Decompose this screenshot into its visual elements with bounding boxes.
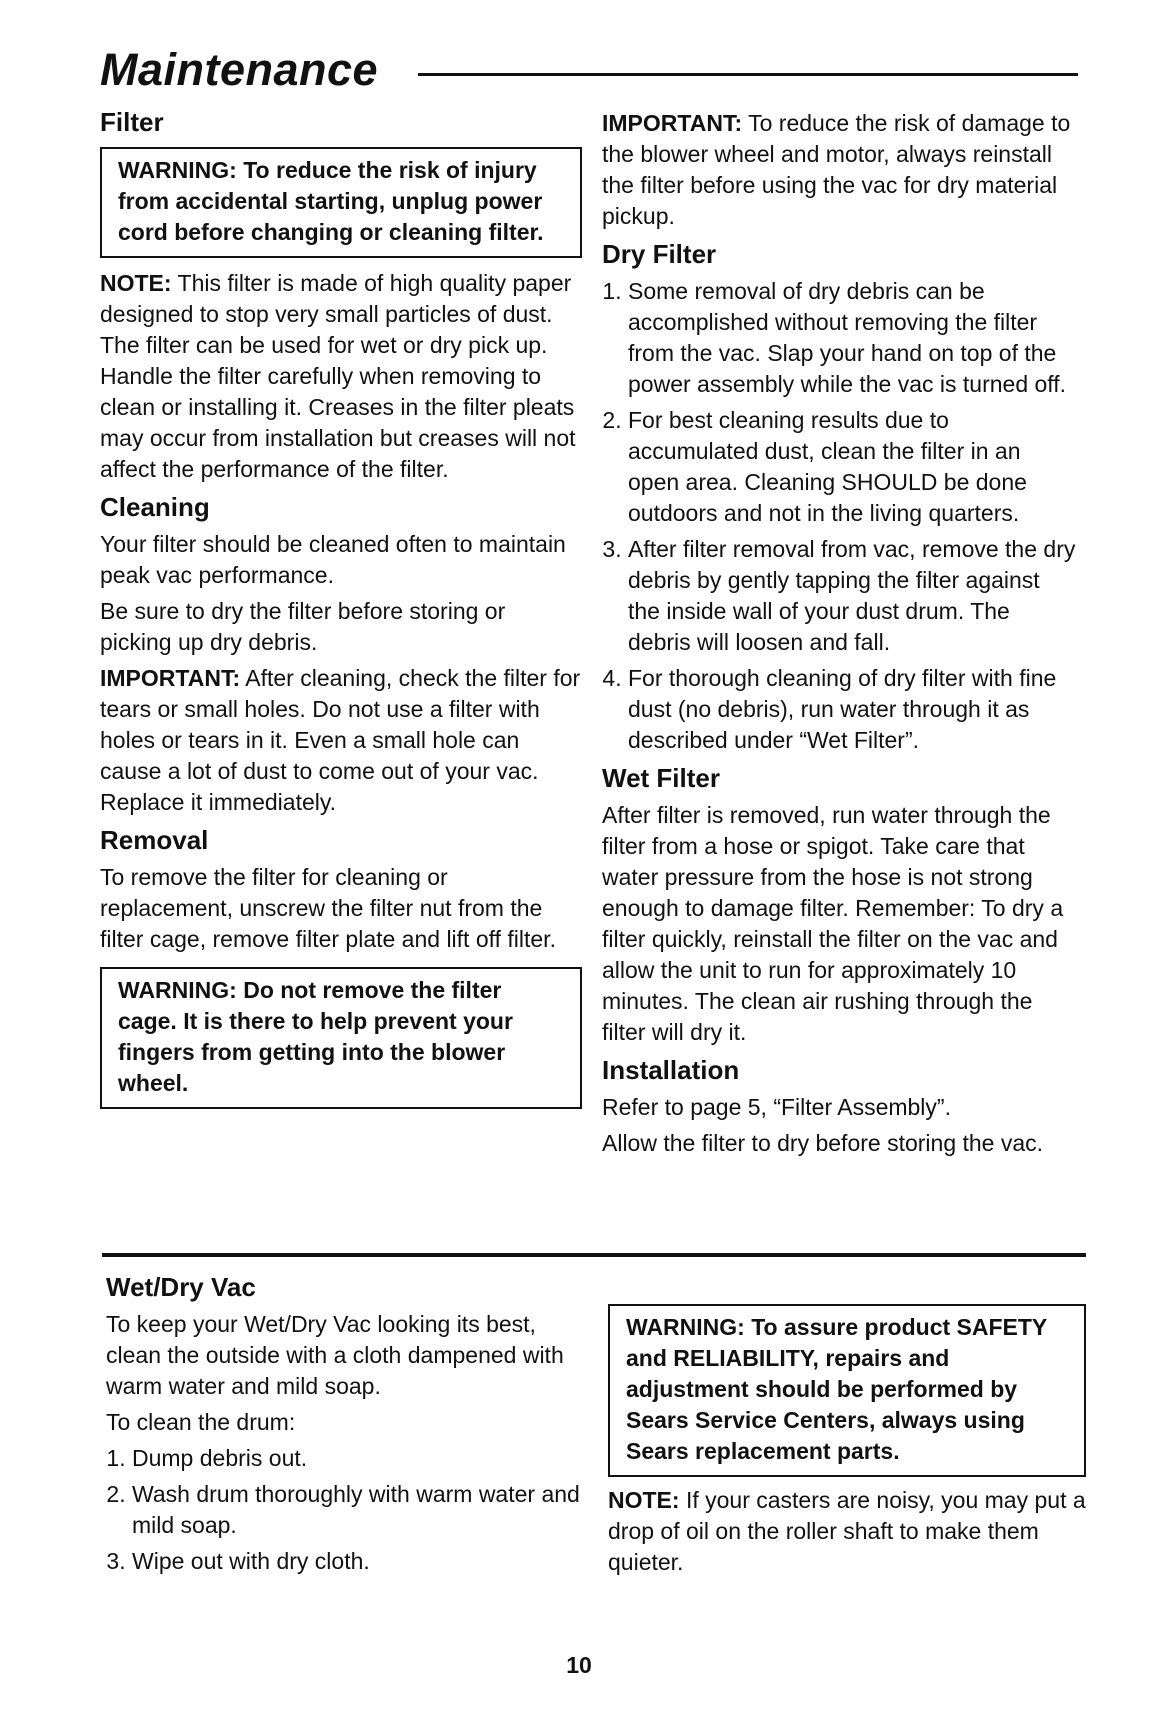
- wet-filter-text: After filter is removed, run water through the filter from a hose or spigot. Take care that water pressure from the hose is not strong enough to damage filter. Remember: To dry a filter quickly, reinstall the filter on the vac and allow the unit to run for approximately 10 minutes. The clean air rushing through the filter will dry it.: [602, 802, 1064, 1045]
- important-right: [602, 108, 1078, 232]
- right-column: [602, 108, 1078, 1164]
- filter-heading: Filter: [100, 107, 164, 137]
- filter-warning-text: WARNING: To reduce the risk of injury from accidental starting, unplug power cord before changing or cleaning filter.: [118, 157, 544, 245]
- installation-p2: Allow the filter to dry before storing the vac.: [602, 1130, 1044, 1156]
- cleaning-important-text: After cleaning, check the filter for tears or small holes. Do not use a filter with holes or tears in it. Even a small hole can cause a lot of dust to come out of your vac. Replace it immediately.: [100, 665, 581, 815]
- filter-note-text: This filter is made of high quality paper designed to stop very small particles of dust. The filter can be used for wet or dry pick up. Handle the filter carefully when removing to clean or installing it. Creases in the filter pleats may occur from installation but creases will not affect the performance of the filter.: [100, 270, 576, 482]
- wetdry-step: 3. Wipe out with dry cloth.: [132, 1546, 586, 1577]
- service-warning-box: [608, 1304, 1086, 1477]
- removal-warning-text: WARNING: Do not remove the filter cage. It is there to help prevent your fingers from getting into the blower wheel.: [118, 977, 513, 1096]
- wetdry-p2: To clean the drum:: [106, 1409, 296, 1435]
- important-right-label: IMPORTANT:: [602, 110, 743, 136]
- title-rule: [418, 73, 1078, 76]
- wetdry-step: 2. Wash drum thoroughly with warm water and mild soap.: [132, 1479, 586, 1541]
- wetdry-steps: [106, 1443, 586, 1577]
- installation-heading: Installation: [602, 1055, 740, 1085]
- dry-filter-step: 1. Some removal of dry debris can be accomplished without removing the filter from the vac. Slap your hand on top of the power assembly while the vac is turned off.: [628, 276, 1078, 400]
- cleaning-important-label: IMPORTANT:: [100, 665, 241, 691]
- wetdry-p1: To keep your Wet/Dry Vac looking its best, clean the outside with a cloth dampened with warm water and mild soap.: [106, 1311, 564, 1399]
- removal-warning-box: [100, 967, 582, 1109]
- dry-filter-step: 3. After filter removal from vac, remove the dry debris by gently tapping the filter against the inside wall of your dust drum. The debris will loosen and fall.: [628, 534, 1078, 658]
- wetdry-heading: Wet/Dry Vac: [106, 1272, 256, 1302]
- section-divider: [102, 1253, 1086, 1257]
- service-column: [608, 1304, 1086, 1583]
- filter-warning-box: [100, 147, 582, 258]
- cleaning-important: [100, 663, 582, 818]
- left-column: [100, 105, 582, 1109]
- wetdry-column: [106, 1270, 586, 1582]
- filter-note: [100, 268, 582, 485]
- important-right-text: To reduce the risk of damage to the blower wheel and motor, always reinstall the filter before using the vac for dry material pickup.: [602, 110, 1071, 229]
- wet-filter-heading: Wet Filter: [602, 763, 720, 793]
- service-warning-text: WARNING: To assure product SAFETY and RELIABILITY, repairs and adjustment should be performed by Sears Service Centers, always using Sears replacement parts.: [626, 1314, 1047, 1464]
- cleaning-p1: Your filter should be cleaned often to maintain peak vac performance.: [100, 531, 566, 588]
- cleaning-heading: Cleaning: [100, 492, 210, 522]
- page-number: 10: [566, 1652, 592, 1678]
- cleaning-p2: Be sure to dry the filter before storing or picking up dry debris.: [100, 598, 506, 655]
- dry-filter-list: [602, 276, 1078, 756]
- installation-p1: Refer to page 5, “Filter Assembly”.: [602, 1094, 951, 1120]
- wetdry-step: 1. Dump debris out.: [132, 1443, 586, 1474]
- service-note-label: NOTE:: [608, 1487, 680, 1513]
- dry-filter-step: 4. For thorough cleaning of dry filter with fine dust (no debris), run water through it as described under “Wet Filter”.: [628, 663, 1078, 756]
- page-title: Maintenance: [100, 44, 379, 95]
- filter-note-label: NOTE:: [100, 270, 172, 296]
- removal-heading: Removal: [100, 825, 209, 855]
- removal-text: To remove the filter for cleaning or replacement, unscrew the filter nut from the filter cage, remove filter plate and lift off filter.: [100, 864, 556, 952]
- service-note-text: If your casters are noisy, you may put a drop of oil on the roller shaft to make them quieter.: [608, 1487, 1086, 1575]
- dry-filter-heading: Dry Filter: [602, 239, 717, 269]
- dry-filter-step: 2. For best cleaning results due to accumulated dust, clean the filter in an open area. Cleaning SHOULD be done outdoors and not in the living quarters.: [628, 405, 1078, 529]
- service-note: [608, 1485, 1086, 1578]
